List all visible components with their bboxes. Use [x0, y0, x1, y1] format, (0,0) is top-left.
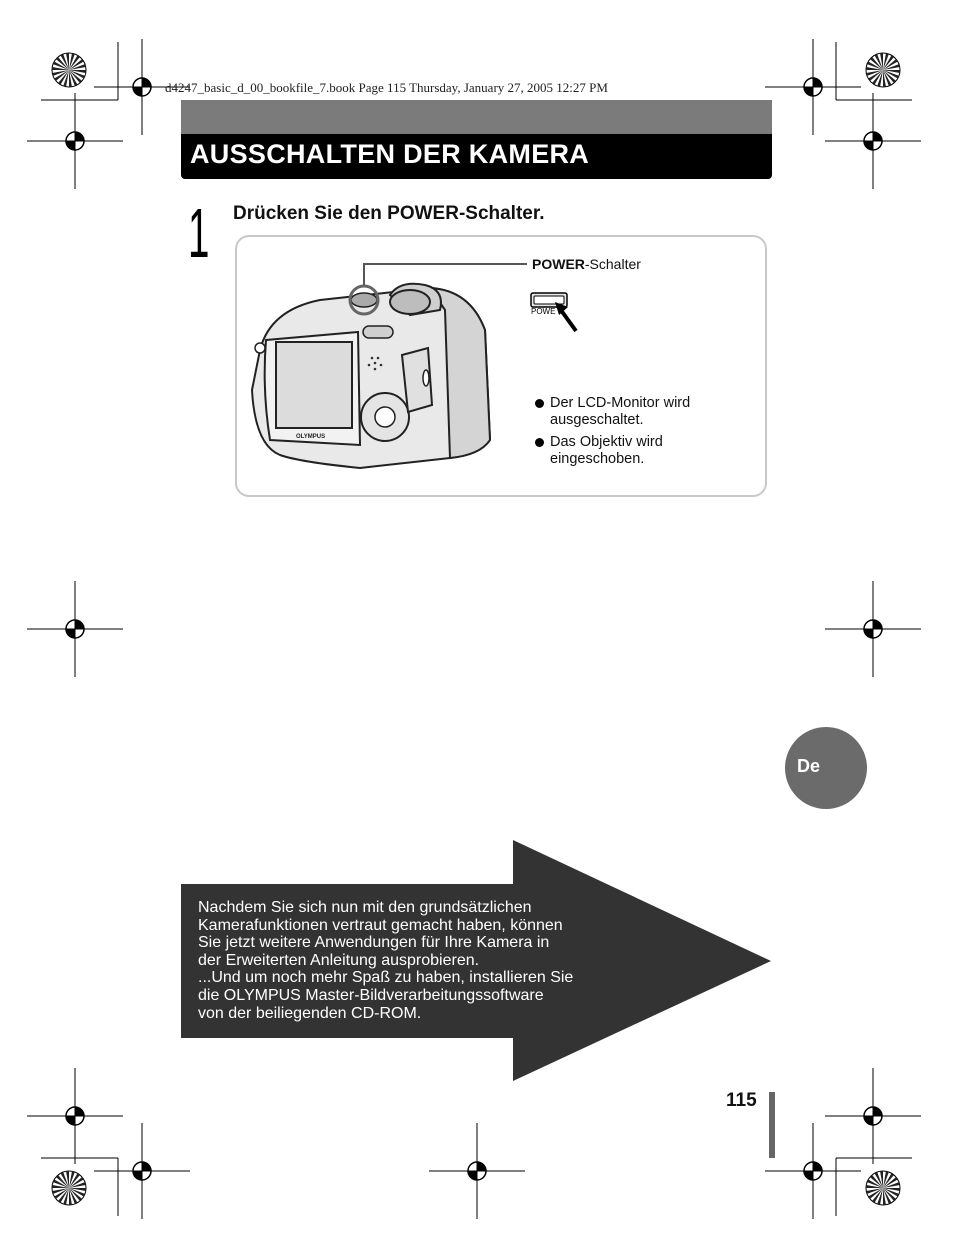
camera-brand-label: OLYMPUS: [296, 434, 326, 440]
result-list: [535, 395, 735, 473]
list-item: Der LCD-Monitor wird ausgeschaltet.: [535, 395, 735, 429]
language-tab-label: De: [797, 756, 821, 776]
registration-mark: [825, 581, 921, 677]
print-info-line: d4247_basic_d_00_bookfile_7.book Page 115 Thursday, January 27, 2005 12:27 PM: [165, 80, 608, 95]
registration-mark: [429, 1123, 525, 1219]
registration-mark: [765, 1123, 861, 1219]
registration-mark: [825, 1068, 921, 1164]
next-steps-text: Nachdem Sie sich nun mit den grundsätzlichen Kamerafunktionen vertraut gemacht haben, können Sie jetzt weitere Anwendungen für Ihre Kamera in der Erweiterten Anleitung ausprobieren. ...Und um noch mehr Spaß zu haben, installieren Sie die OLYMPUS Master-Bildverarbeitungssoftware von der beiliegenden CD-ROM.: [198, 899, 574, 1022]
registration-mark: [825, 93, 921, 189]
registration-rosette: [52, 1171, 86, 1205]
step-instruction: Drücken Sie den POWER-Schalter.: [233, 203, 545, 224]
list-item: Das Objektiv wird eingeschoben.: [535, 434, 735, 468]
registration-mark: [94, 1123, 190, 1219]
registration-rosette: [866, 53, 900, 87]
power-button-icon: [528, 290, 588, 335]
title-bar-top: [181, 100, 772, 134]
camera-illustration: [240, 240, 540, 490]
registration-mark: [27, 1068, 123, 1164]
page-number: 115: [726, 1090, 757, 1111]
registration-rosette: [52, 53, 86, 87]
section-title: AUSSCHALTEN DER KAMERA: [190, 139, 590, 169]
page-number-bar: [769, 1092, 775, 1158]
registration-mark: [27, 581, 123, 677]
registration-mark: [27, 93, 123, 189]
callout-line: [364, 264, 527, 285]
power-switch-label: POWER-Schalter: [532, 256, 641, 272]
step-number: 1: [188, 194, 210, 272]
registration-mark: [765, 39, 861, 135]
power-button-text: POWE: [531, 307, 556, 316]
registration-rosette: [866, 1171, 900, 1205]
